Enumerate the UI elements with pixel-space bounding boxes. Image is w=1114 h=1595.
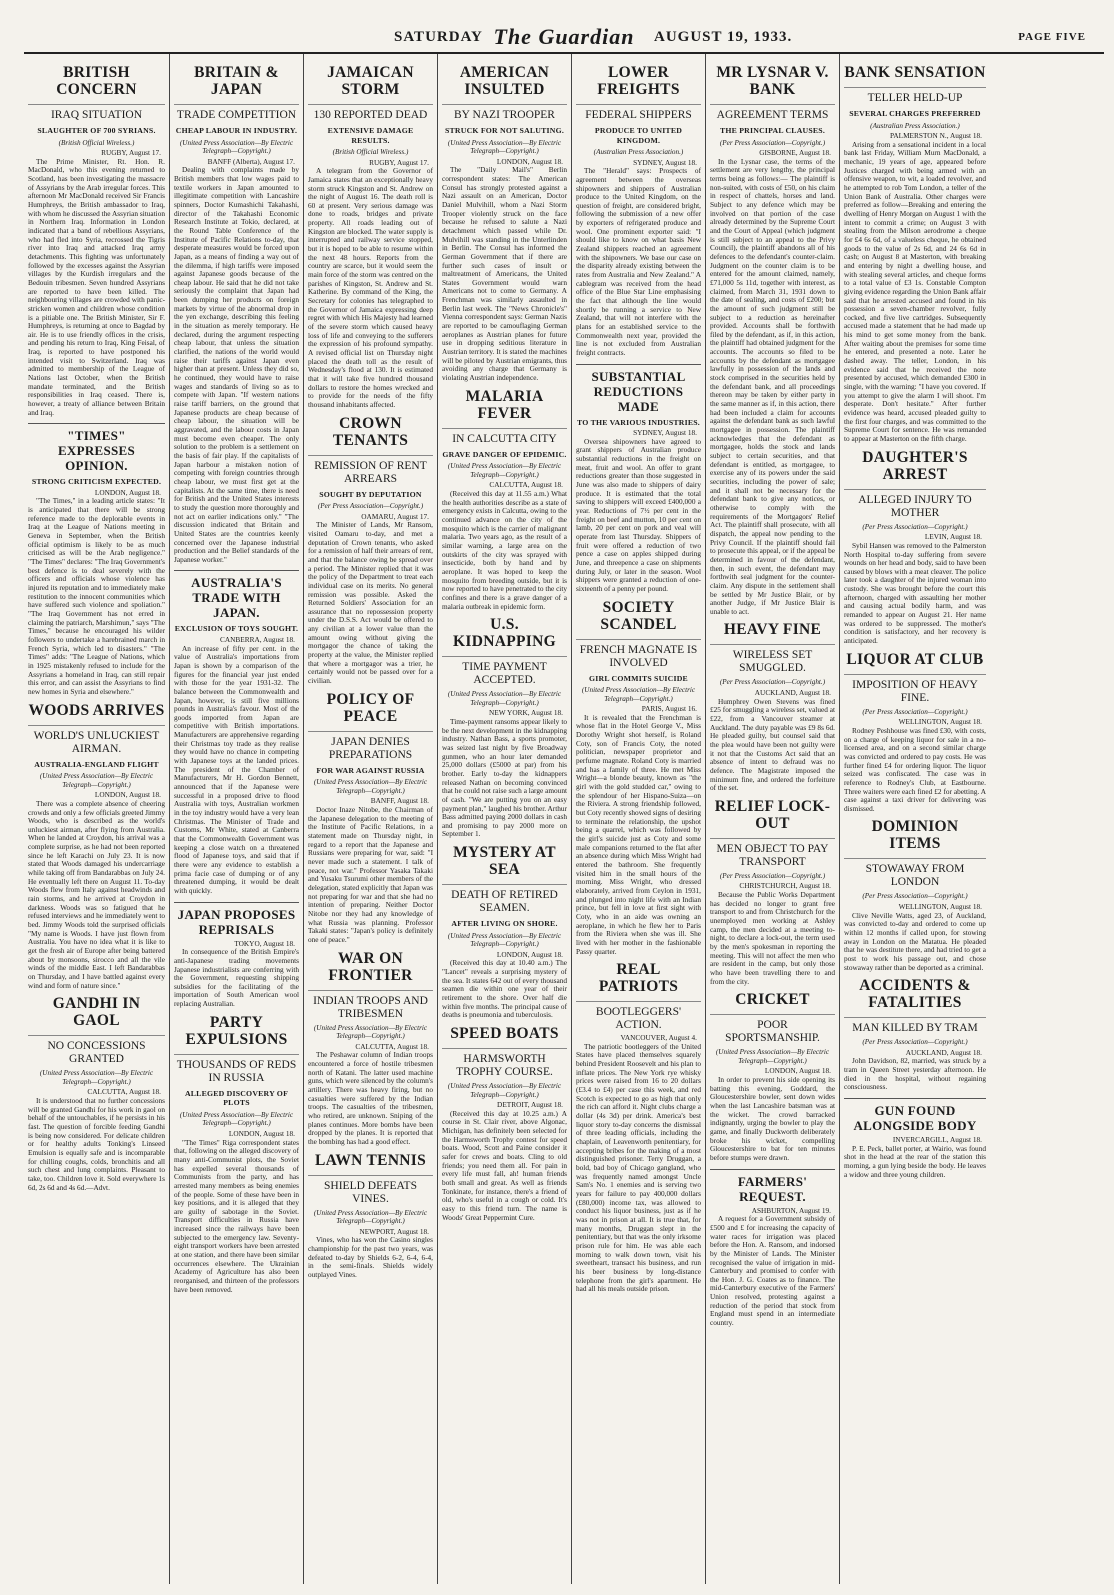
news-article (28, 702, 165, 991)
article-credit: (United Press Association—By Electric Telegraph—Copyright.) (447, 462, 562, 479)
article-body: Clive Neville Watts, aged 23, of Auckland, was convicted to-day and ordered to come up within 12 months if called upon, for stowing away in London on the Matatua. He pleaded that he was destitute there, and had tried to get a post to work his passage out, and chose stowaway rather than be deported as a criminal. (844, 910, 986, 972)
news-article (844, 818, 986, 972)
article-subhead: NO CONCESSIONS GRANTED (28, 1035, 165, 1066)
article-deck: TO THE VARIOUS INDUSTRIES. (577, 417, 700, 427)
article-headline: PARTY EXPULSIONS (185, 1013, 288, 1048)
article-credit: (Per Press Association—Copyright.) (862, 892, 968, 901)
article-headline: DOMINION ITEMS (871, 818, 959, 853)
article-credit: (Per Press Association—Copyright.) (317, 502, 424, 511)
article-body: The patriotic bootleggers of the United States have placed themselves squarely behind President Roosevelt and his plan to inflate prices. The New York rye whisky prices were raised from 16 to 20 dollars (£3.4 to £4) per case this week, and red Scotch is expected to go as high that only the rich can afford it. Night clubs charge a dollar (4s 3d) per drink. America's best liquor story to-day concerns the dismissal of three leading officials, including the chaplain, of Leavenworth penitentiary, for accepting bribes for the making of a most distinguished prisoner. Terry Druggan, a bold, bad boy of Chicago gangland, who was frequently named amongst Uncle Sam's No. 1 enemies and is serving two years for failure to pay 400,000 dollars (£80,000) income tax, was allowed to conduct his liquor business, just as if he was not in prison at all. It is true that, for many months, Druggan slept in the penitentiary, but that was the only irksome prison rule for him. He was able each morning to walk down town, visit his sweetheart, transact his business, and run his beer business by long-distance telephone from the girl's apartment. He had all his meals outside prison. (576, 1041, 701, 1294)
news-column (572, 54, 706, 1584)
article-subhead: BY NAZI TROOPER (442, 104, 567, 122)
article-dateline: AUCKLAND, August 18. (905, 1047, 982, 1057)
article-headline: WAR ON FRONTIER (328, 949, 413, 984)
article-subhead: IMPOSITION OF HEAVY FINE. (844, 674, 986, 705)
masthead-page-number: PAGE FIVE (1018, 31, 1086, 43)
article-subhead: GUN FOUND ALONGSIDE BODY (844, 1098, 986, 1133)
news-columns (24, 54, 1104, 1584)
article-dateline: CANBERRA, August 18. (219, 634, 295, 644)
article-deck: STRUCK FOR NOT SALUTING. (444, 126, 565, 135)
news-article (28, 423, 165, 696)
article-deck: THE PRINCIPAL CLAUSES. (720, 126, 825, 135)
article-deck: SOUGHT BY DEPUTATION (319, 489, 422, 499)
article-credit: (United Press Association—By Electric Telegraph—Copyright.) (313, 1023, 428, 1041)
article-deck: ALLEGED DISCOVERY OF PLOTS (184, 1088, 289, 1108)
article-headline: DAUGHTER'S ARREST (862, 448, 968, 483)
article-headline: POLICY OF PEACE (326, 690, 415, 725)
article-credit: (United Press Association—By Electric Telegraph—Copyright.) (179, 138, 294, 156)
news-article (442, 844, 567, 1020)
article-dateline: LONDON, August 18. (94, 790, 161, 800)
article-headline: WOODS ARRIVES (28, 701, 165, 719)
article-subhead: TELLER HELD-UP (844, 87, 986, 105)
article-subhead: POOR SPORTSMANSHIP. (710, 1014, 835, 1045)
news-column (438, 54, 572, 1584)
article-subhead: FRENCH MAGNATE IS INVOLVED (576, 639, 701, 670)
article-body: (Received this day at 10.25 a.m.) A course in St. Clair river, above Algonac, Michigan, has definitely been selected for the Harmsworth Trophy contest for speed boats. Wood, Scott and Paine consider it safer for crews and boats. Cling to old friends; you need them all. For pain in every life must fall, ah! human friends both small and great. As well as friends Tonkinate, for instance, there's a friend of old, who's useful in a cough or cold. It's easy to this friend turn. The name is Woods' Great Peppermint Cure. (442, 1108, 567, 1222)
news-article (442, 1025, 567, 1222)
article-credit: (Per Press Association—Copyright.) (862, 522, 968, 531)
article-headline: REAL PATRIOTS (598, 961, 679, 996)
article-deck: CHEAP LABOUR IN INDUSTRY. (175, 126, 298, 135)
article-body: The Peshawar column of Indian troops encountered a force of hostile tribesmen north of Katani. The latter used machine guns, which were silenced by the column's artillery. There was heavy firing, but no casualties were suffered by the Indian troops. The casualties of the tribesmen, who retired, are unknown. Sniping of the planes continues. More bombs have been dropped by the planes. It is reported that the bombing has had a good effect. (308, 1050, 433, 1146)
article-credit: (British Official Wireless.) (332, 148, 409, 156)
article-credit: (Australian Press Association.) (870, 121, 960, 130)
article-body: Arising from a sensational incident in a local bank last Friday, William Murn MacDonald, a mechanic, 19 years of age, appeared before Justices charged with being armed with an offensive weapon, to wit, a loaded revolver, and he attempted to rob Tom London, a teller of the Union Bank of Australia. Other charges were preferred as follow—Breaking and entering the dwelling of Henry Morgan on August 1 with the intent to commit a crime; on August 3 with stealing from the Milson aerodrome a cheque for £4 6s 6d, of a valueless cheque, he obtained goods to the value of 2s 6d, and 24 6s 6d in cash; on August 8 at Masterton, with breaking and entering by night a dwelling house, and with stealing several articles, and cheque forms to a total value of £3 1s. Constable Compton giving evidence regarding the Union Bank affair said that he arrested accused and found in his possession a seven-chamber revolver, fully cocked, and five live cartridges. Subsequently accused made a statement that he had made up his mind to get some money from the bank. After waiting about the premises for some time he entered, and presented a note. Later he dashed away. The teller, London, in his evidence said that he received the note presented by accused, which demanded £300 in single, with the warning: "I have you covered. If you attempt to give the alarm I will shoot. I'm desperate. Don't hesitate." After further evidence was heard, accused pleaded guilty to the first four charges, and was committed to the Supreme Court for sentence. He was remanded to appear at Masterton on the fifth charge. (844, 139, 986, 443)
article-deck: SEVERAL CHARGES PREFERRED (849, 109, 981, 118)
article-deck: PRODUCE TO UNITED KINGDOM. (594, 126, 683, 145)
article-dateline: CALCUTTA, August 18. (87, 1087, 161, 1097)
article-subhead: THOUSANDS OF REDS IN RUSSIA (174, 1054, 299, 1085)
article-dateline: LONDON, August 18. (228, 1128, 295, 1138)
article-body: (Received this day at 11.55 a.m.) What the health authorities describe as a state of emergency exists in Calcutta, owing to the continued advance on the city of the mosquito which is the carrier of malignant malaria. Two years ago, as the result of a similar warning, a large area on the outskirts of the city was sprayed with insecticide, both by hand and by aeroplane. It was hoped to keep the mosquito from breeding outside, but it is now reported to have penetrated to the city confines and there is a grave danger of a malaria outbreak in epidemic form. (442, 488, 568, 611)
article-deck: FOR WAR AGAINST RUSSIA (316, 765, 425, 775)
article-body: The "Herald" says: Prospects of agreement between the overseas shipowners and shippers of Australian produce to the United Kingdom, on the question of freight, are considered bright, following the submission of a new offer by exporters of refrigerated produce and wool. One prominent exporter said: "I should like to know on what basis New Zealand shippers reached an agreement with the shipowners. We base our case on the disparity already existing between the rates from Australia and New Zealand." A cablegram was received from the head office of the Blue Star Line emphasising the fact that although the line would shortly be running a service to New Zealand, that will not interfere with the plans for an established service to the Commonwealth next year, provided the line is not excluded from Australian freight contracts. (576, 166, 701, 357)
article-body: (Received this day at 10.40 a.m.) The "Lancet" reveals a surprising mystery of the sea. It states 642 out of every thousand seamen die within one year of their retirement to the shore. Over half die within five months. The principal cause of deaths is pneumonia and tuberculosis. (442, 958, 567, 1020)
article-dateline: LONDON, August 18. (496, 156, 563, 166)
news-article (576, 64, 701, 358)
article-dateline: PARIS, August 16. (641, 704, 697, 714)
news-article (308, 415, 433, 686)
news-article (174, 64, 299, 564)
article-dateline: PALMERSTON N., August 18. (889, 131, 982, 141)
article-credit: (United Press Association—By Electric Telegraph—Copyright.) (179, 1110, 294, 1128)
article-body: In order to prevent his side opening its batting this evening, Goddard, the Gloucestershire bowler, sent down wides when the last Lancashire batsman was at the wicket. The crowd barracked indignantly, urging the bowler to play the game, and finally Duckworth deliberately broke his wicket, compelling Gloucestershire to bat for ten minutes before stumps were drawn. (710, 1075, 835, 1162)
article-dateline: INVERCARGILL, August 18. (892, 1135, 982, 1145)
article-headline: HEAVY FINE (723, 621, 822, 639)
news-article (308, 64, 433, 410)
article-dateline: TOKYO, August 18. (234, 938, 295, 948)
article-headline: BANK SENSATION (844, 64, 986, 81)
article-body: There was a complete absence of cheering crowds and only a few officials greeted Jimmy Woods, who is described as the world's unluckiest airman, after flying from Australia. When he landed at Croydon, his arrival was a complete surprise, as he had not been reported since he left Karachi on July 23. It is now stated that Woods damaged his undercarriage while taking off from Bandarabbas on July 24. He eventually left there on August 11. To-day Woods flew from Italy against headwinds and rain storms, and he arrived at Croydon in darkness. Woods was so fatigued that he refused interviews and he immediately went to bed. Jimmy Woods told the surprised officials "My name is Woods. I have just flown from Australia. You have no idea what it is like to get the fresh air of Europe after being battered about by monsoons, sirocco and all the vile winds of the middle East. I left Bandarabbas on Thursday, and I have battled against every wind and form of nature since." (28, 798, 165, 990)
article-deck: GRAVE DANGER OF EPIDEMIC. (442, 449, 567, 459)
article-subhead: "TIMES" EXPRESSES OPINION. (28, 423, 165, 473)
article-credit: (United Press Association—By Electric Telegraph—Copyright.) (447, 690, 562, 707)
news-article (308, 1152, 433, 1280)
article-deck: EXCLUSION OF TOYS SOUGHT. (174, 624, 299, 634)
article-credit: (Per Press Association—Copyright.) (719, 871, 826, 880)
article-headline: LAWN TENNIS (314, 1151, 427, 1169)
article-subhead: WORLD'S UNLUCKIEST AIRMAN. (28, 725, 165, 756)
article-body: "The Times," in a leading article states: "It is anticipated that there will be strong reference made to the deplorable events in Iraq at the League of Nations meeting in Geneva in September, when the British official optimism is likely to be as much criticised as will be the Arab negligence." "The Times" declares: "The Iraq Government's best defence is to deal severely with the officers and officials whose violence has injured its reputation and to immediately make restitution to the innocent communities which have suffered such violence and spoliation." "The Iraq Government has not erred in claiming the patriarch, Marshimun," says "The Times," because he encouraged his wilder followers to undertake a harebrained march in French Syria, which led to disasters." "The Times" adds: "The League of Nations, which in 1925 mistakenly refused to include for the Assyrians a homeland in Iraq, can still repair this error, and can assist the Assyrians to find new homes in Syria and elsewhere." (28, 496, 165, 696)
article-subhead: MAN KILLED BY TRAM (844, 1017, 986, 1035)
news-article (442, 64, 567, 383)
article-subhead: TRADE COMPETITION (174, 104, 299, 122)
article-headline: GANDHI IN GAOL (52, 995, 141, 1030)
news-article (576, 599, 701, 957)
masthead-day: SATURDAY (394, 28, 483, 45)
article-dateline: CALCUTTA, August 18. (355, 1041, 429, 1051)
article-headline: SPEED BOATS (450, 1025, 559, 1042)
article-dateline: SYDNEY, August 18. (633, 428, 697, 438)
article-subhead: SHIELD DEFEATS VINES. (308, 1175, 433, 1206)
news-article (710, 798, 835, 986)
article-subhead: MEN OBJECT TO PAY TRANSPORT (710, 838, 835, 869)
news-article (174, 902, 299, 1009)
article-headline: MR LYSNAR V. BANK (716, 64, 829, 98)
article-body: In consequence of the British Empire's anti-Japanese trading movements Japanese industrialists are conferring with the Government, requesting shipping subsidies for the facilitating of the importation of South American wool replacing Australian. (174, 947, 299, 1009)
article-body: The Prime Minister, Rt. Hon. R. MacDonald, who this evening returned to Scotland, has been investigating the massacre of Assyrians by the Arab irregular forces. This afternoon Mr MacDonald received Sir Francis Humphreys, the British ambassador to Iraq, with whom he discussed the Assyrian situation in Northern Iraq. Information in London indicated that a band of rebellious Assyrians, who had fled into Syria, recrossed the Tigris river into Iraq and attacked Iraq army detachments. This fighting was unfortunately followed by the excesses against the Assyrian villages by the Kurdish irregulars and the Bedouin tribesmen. Seven hundred Assyrians are reported to have been killed. The neighbouring villages are crowded with panic-stricken women and children whose condition is a pitiable one. The British Minister, Sir F. Humphreys, is returning at once to Bagdad by air. He is to use friendly offices in the crisis, and pending his return to Iraq, King Feisal, of Iraq, is reported to have postponed his intended visit to Switzerland. Iraq was admitted to membership of the League of Nations last October, when the British mandate terminated, and the British responsibilities in Iraq ceased. There is, however, a treaty of alliance between Britain and Iraq. (28, 156, 165, 417)
article-dateline: BANFF (Alberta), August 17. (207, 156, 295, 166)
article-dateline: LONDON, August 18. (94, 487, 161, 497)
news-article (308, 950, 433, 1147)
article-subhead: INDIAN TROOPS AND TRIBESMEN (308, 990, 433, 1021)
article-dateline: WELLINGTON, August 18. (898, 902, 982, 912)
news-article (308, 691, 433, 945)
article-dateline: NEWPORT, August 18. (359, 1226, 429, 1236)
article-dateline: LONDON, August 18. (764, 1066, 831, 1076)
article-body: An increase of fifty per cent. in the value of Australia's importations from Japan is shown by a comparison of the figures for the financial year just ended with those for the year 1931-32. The balance between the Commonwealth and Japan, however, is still five millions pounds in Australia's favour. Most of the goods imported from Japan are competitive with British importations. Manufacturers are apprehensive regarding their Christmas toy trade as they realise they would have no chance in competing with Japanese toys at the landed prices. The president of the Chamber of Manufacturers, Mr H. Gordon Bennett, announced that if the Japanese were successful in a proposed drive to flood Australia with toys, Australian workmen in the toy industry would have a very lean Christmas. The Minister of Trade and Customs, Mr White, stated at Canberra that the Commonwealth Government was keeping a close watch on a threatened flood of Japanese toys, and said that if there were any evidence to establish a prima facie case of dumping or of any threatened dumping, it would be dealt with quickly. (174, 643, 299, 895)
article-headline: CROWN TENANTS (332, 414, 409, 449)
article-headline: SOCIETY SCANDEL (600, 598, 677, 633)
article-subhead: SUBSTANTIAL REDUCTIONS MADE (576, 364, 701, 414)
article-headline: CRICKET (735, 991, 810, 1009)
article-headline: BRITAIN & JAPAN (194, 64, 279, 98)
article-deck: EXTENSIVE DAMAGE RESULTS. (327, 126, 414, 145)
article-body: Dealing with complaints made by British members that low wages paid to textile workers in Japan amounted to illegitimate competition with Lancashire spinners, Doctor Kumashichi Takahashi, director of the Takahashi Economic Research Institute at Tokio, declared, at the Round Table Conference of the Institute of Pacific Relations to-day, that desperate measures would be forced upon Japan, as a means of finding a way out of the dilemma, if high tariffs were imposed against Japanese goods because of the cheap labour. He said that he did not take seriously the complaint that Japan had been dumping her products on foreign markets by virtue of the abnormal drop in the yen exchange, describing this feeling in the situation as merely temporary. He declared, during the argument respecting cheap labour, that unless the situation clarified, the nations of the world would raise their tariffs against Japan even higher than at present. Unless they did so, he continued, they would have to raise wages and standards of living so as to compete with Japan. "If western nations raise tariff barriers, on the ground that Japanese products are cheap because of cheap labour, the situation will be aggravated, and the labour costs in Japan must become even cheaper. The only solution to the problem is a settlement on the basis of fair play. If the capitalists of Japan harbour a mistaken notion of competing with foreign countries through cheap labour, we must first get at the capitalists. At the same time, there is need for British and the United States interests to study the question more thoroughly and not act on earlier indications only." "The discussion indicated that Britain and United States are the countries keenly concerned over the Japanese industrial production and the Belief standards of the Japanese worker." (174, 165, 299, 564)
article-subhead: IN CALCUTTA CITY (442, 428, 567, 446)
article-dateline: CHRISTCHURCH, August 18. (739, 881, 831, 891)
article-subhead: JAPAN DENIES PREPARATIONS (308, 731, 433, 762)
article-subhead: REMISSION OF RENT ARREARS (308, 455, 433, 486)
news-article (28, 995, 165, 1192)
article-credit: (United Press Association—By Electric Telegraph—Copyright.) (313, 778, 428, 795)
article-credit: (Australian Press Association.) (593, 148, 684, 156)
article-subhead: WIRELESS SET SMUGGLED. (710, 644, 835, 675)
article-dateline: RUGBY, August 17. (101, 148, 161, 158)
news-column (304, 54, 438, 1584)
article-subhead: BOOTLEGGERS' ACTION. (576, 1001, 701, 1032)
news-article (28, 64, 165, 417)
article-dateline: RUGBY, August 17. (369, 157, 429, 167)
news-article (844, 64, 986, 444)
article-credit: (Per Press Association—Copyright.) (862, 707, 968, 716)
article-subhead: HARMSWORTH TROPHY COURSE. (442, 1048, 567, 1079)
article-dateline: OAMARU, August 17. (361, 511, 429, 521)
article-credit: (United Press Association—By Electric Telegraph—Copyright.) (715, 1048, 830, 1065)
news-column (840, 54, 990, 1584)
article-dateline: LONDON, August 18. (496, 949, 563, 959)
article-dateline: LEVIN, August 18. (924, 532, 982, 542)
article-body: Oversea shipowners have agreed to grant shippers of Australian produce substantial reductions in the freight on meat, fruit and wool. An offer to grant reductions greater than those suggested in June was also made to shippers of dairy produce. It is estimated that the total saving to shippers will exceed £400,000 a year. Reductions of 7½ per cent in the freight on beef and mutton, 10 per cent on lamb, 20 per cent on pork and veal will operate from last Thursday. Shippers of fruit were offered a reduction of two pence a case on apples shipped during June, and threepence a case on shipments during July, or later in the season. Wool shippers were granted a reduction of one-sixteenth of a penny per pound. (576, 436, 701, 593)
news-article (442, 388, 567, 611)
article-credit: (British Official Wireless.) (58, 138, 135, 147)
news-column (170, 54, 304, 1584)
article-body: Rodney Peshhouse was fined £30, with costs, on a charge of keeping liquor for sale in a no-licensed area, and on a second similar charge was convicted and ordered to pay costs. He was further fined £4 for ordering liquor. The liquor seized was confiscated. The case was in reference to Rodney's Club, at Eastbourne. Three waiters were each fined £2 for abetting. A case against a taxi driver for delivering was dismissed. (844, 725, 986, 813)
article-credit: (United Press Association—By Electric Telegraph—Copyright.) (447, 138, 562, 156)
article-dateline: DETROIT, August 18. (497, 1100, 563, 1110)
article-headline: LOWER FREIGHTS (597, 64, 680, 98)
news-article (576, 961, 701, 1294)
article-dateline: WELLINGTON, August 18. (898, 717, 982, 727)
article-body: Vines, who has won the Casino singles championship for the past two years, was defeated to-day by Shields 6-2, 6-4, 6-4, in the semi-finals. Shields widely outplayed Vines. (308, 1235, 433, 1279)
article-deck: STRONG CRITICISM EXPECTED. (31, 477, 162, 487)
news-article (710, 991, 835, 1162)
article-dateline: NEW YORK, August 18. (489, 708, 563, 718)
news-article (174, 570, 299, 895)
news-article (844, 651, 986, 814)
article-body: It is revealed that the Frenchman is whose flat in the Hotel George V., Miss Dorothy Wright shot herself, is Roland Coty, son of Francis Coty, the noted politician, newspaper proprietor and perfume magnate. Roland Coty is married and has a family of three. He met Miss Wright—a blonde beauty, known as "the girl with the gold studded car," owing to the splendour of her Hispano-Suiza—on the Riviera. A strong friendship followed, but Coty recently showed signs of desiring to terminate the relationship, the upshot being a quarrel, which was followed by the girl's suicide just as Coty and some male companions returned to the flat after an absence during which Miss Wright had entered the bathroom. She frequently visited him in the small hours of the morning. Miss Wright, who dressed elaborately, arrived from Ceylon in 1931, and plunged into night life with an Indian prince, but fell in love at first sight with Coty, who in an aide was owning an aeroplane, in which he flew her to Paris from the Riviera when she was ill. She lived with her mother in the fashionable Passy quarter. (576, 712, 701, 956)
article-credit: (United Press Association—By Electric Telegraph—Copyright.) (447, 931, 562, 949)
news-article (844, 449, 986, 646)
article-subhead: JAPAN PROPOSES REPRISALS (174, 902, 299, 937)
article-body: Sybil Hansen was removed to the Palmerston North Hospital to-day suffering from severe wounds on her head and body, said to have been caused by blows with a meat cleaver. The police later took a daughter of the injured woman into custody. She was brought before the court this afternoon, charged with assaulting her mother and causing actual bodily harm, and was remanded to appear on August 21. Her name was ordered to be suppressed. The mother's condition is satisfactory, and her recovery is anticipated. (844, 540, 986, 646)
article-deck: SLAUGHTER OF 700 SYRIANS. (37, 126, 156, 135)
article-subhead: IRAQ SITUATION (28, 104, 165, 122)
article-body: The "Daily Mail's" Berlin correspondent states: The American Consul has strongly protested against a Nazi assault on an American, Doctor Daniel Mulvihill, whom a Nazi Storm Trooper violently struck on the face because he refused to salute a Nazi detachment which passed while Dr. Mulvihill was standing in the Unterlinden in Berlin. The Consul has informed the German Government that if there are further such cases of insult or maltreatment of Americans, the United States Government would warn Americans not to come to Germany. A Frenchman was similarly assaulted in Berlin last week. The "News Chronicle's" Vienna correspondent says: German Nazis are reported to be camouflaging German aeroplanes as Austrian planes for future use in dropping seditious literature in Austrian territory. It is stated the machines will be piloted by Austrian emigrants, thus avoiding any charge that Germany is violating Austrian independence. (442, 165, 567, 383)
article-credit: (Per Press Association—Copyright.) (719, 678, 826, 687)
masthead-paper-title: The Guardian (493, 24, 635, 49)
article-credit: (United Press Association—By Electric Telegraph—Copyright.) (39, 1069, 154, 1086)
article-body: "The Times" Riga correspondent states that, following on the alleged discovery of many anti-Communist plots, the Soviet has expelled several thousands of Communists from the party, and has arrested many members as being enemies of the people. Some of these have been in key positions, and it is alleged that they are guilty of sabotage in the Soviet. Transport difficulties in Russia have increased since the railways have been subjected to the emergency law. Seventy-eight transport workers have been arrested at one station, and there have been similar occurrences elsewhere. The Ukrainian Academy of Agriculture has also been reorganised, and thirteen of the professors have been removed. (174, 1137, 299, 1294)
article-body: It is understood that no further concessions will be granted Gandhi for his work in gaol on behalf of the untouchables, if he persists in his fast. The question of forcible feeding Gandhi is being now considered. For delicate children or for healthy adults Tonking's Linseed Emulsion is equally safe and is incomparable for chilling coughs, colds, bronchitis and all such chest and lung complaints. Pleasant to take, too. Children love it. Sold everywhere 1s 6d, 2s 6d and 4s 6d.—Advt. (28, 1096, 165, 1192)
article-subhead: TIME PAYMENT ACCEPTED. (442, 656, 567, 687)
article-credit: (Per Press Association—Copyright.) (862, 1038, 968, 1047)
article-headline: ACCIDENTS & FATALITIES (859, 977, 971, 1012)
article-headline: MALARIA FEVER (465, 387, 544, 422)
masthead-date: AUGUST 19, 1933. (654, 28, 793, 45)
article-headline: U.S. KIDNAPPING (453, 616, 556, 651)
article-credit: (United Press Association—By Electric Telegraph—Copyright.) (447, 1082, 562, 1099)
article-deck: AFTER LIVING ON SHORE. (451, 919, 558, 929)
article-subhead: ALLEGED INJURY TO MOTHER (844, 489, 986, 520)
news-column (706, 54, 840, 1584)
article-dateline: ASHBURTON, August 19. (751, 1205, 831, 1215)
article-body: Humphrey Owen Stevens was fined £25 for smuggling a wireless set, valued at £22, from a Vancouver steamer at Auckland. The duty payable was £9 8s 6d. He pleaded guilty, but counsel said that the plea would have been not guilty were it not that the Customs Act said that an absence of intent to defraud was no defence. The Magistrate imposed the minimum fine, and ordered the forfeiture of the set. (710, 696, 835, 793)
article-headline: MYSTERY AT SEA (453, 844, 556, 879)
article-dateline: GISBORNE, August 18. (759, 148, 831, 158)
article-headline: LIQUOR AT CLUB (846, 650, 984, 668)
article-subhead: DEATH OF RETIRED SEAMEN. (442, 884, 567, 915)
article-body: The Minister of Lands, Mr Ransom, visited Oamaru to-day, and met a deputation of Crown tenants, who asked for a remission of half their arrears of rent, and that the balance owing be spread over a period. The Minister replied that it was the policy of the Department to treat each individual case on its merits. No general remission was possible. Asked the Returned Soldiers' Association for an assurance that no repossession property under the D.S.S. Act would be offered to any civilian at a lower value than the amount owing without giving the mortgagor the chance of taking the property at the value, the Minister replied that where a mortgagor was a trier, he certainly would not be passed over for a civilian. (308, 520, 433, 686)
news-article (442, 616, 567, 839)
article-credit: (United Press Association—By Electric Telegraph—Copyright.) (581, 686, 696, 703)
news-article (710, 64, 835, 616)
article-headline: BRITISH CONCERN (56, 64, 137, 98)
masthead (24, 22, 1104, 54)
article-body: In the Lysnar case, the terms of the settlement are very lengthy, the principal terms being as follows:— The plaintiff is non-suited, with costs of £50, on his claim in respect of chattels, horses and land. Subject to any defence which may be involved on that portion of the case already determined by the Supreme Court and the Court of Appeal (which judgment is still subject to an appeal to the Privy Council), the plaintiff abandons all of his defences to the defendant's counter-claim. Judgment on the counter claim is to be entered for the amount claimed, namely, £71,000 5s 11d, together with interest, as claimed, from March 31, 1931 down to the date of sealing, and costs of £200; but the amount of such judgment still be subject to a reduction as hereinafter provided. Accounts shall be forthwith filed by the defendant, as if, in this action, the plaintiff had obtained judgment for the accounts. The accounts so filed to be accounts by the defendant as mortgagee lawfully in possession of the lands and stock comprised in the securities held by the defendant bank, and all proceedings thereon may be taken by either party in the same manner as if, in this action, there had been included a claim for accounts against the defendant bank as such lawful mortgagee in possession. The plaintiff acknowledges that the defendant as mortgagee, holds the stock and lands subject to certain securities, and that defendant is entitled, as mortgagee, to exercise any of its powers under the said securities, including the power of sale; and it shall not be necessary for the defendant bank to give any notices, or otherwise to comply with the requirements of the Mortgagors' Relief Act. The plaintiff shall prosecute, with all dispatch, the appeal now pending to the Privy Council. If the plaintiff should fail to prosecute this appeal, or if the appeal be determined in favour of the defendant, then, in such event, the defendant may forthwith seal judgment for the counter-claim. Any dispute in the settlement shall be settled by Mr Justice Blair, or by another Judge, if Mr Justice Blair is unable to act. (710, 156, 836, 616)
article-subhead: 130 REPORTED DEAD (308, 104, 433, 122)
news-article (710, 1169, 835, 1328)
news-article (844, 977, 986, 1092)
article-body: Because the Public Works Department has decided no longer to grant free transport to and from Christchurch for the unemployed men working at Ashley camp, the men decided at a meeting to-night, to declare a lock-out, the term used by the men's spokesman in reporting the meeting. This will not affect the men who are resident in the camp, but only those who have been travelling there to and from the city. (710, 890, 835, 986)
article-headline: JAMAICAN STORM (327, 64, 414, 98)
article-body: Time-payment ransoms appear likely to be the next development in the kidnapping industry. Nathan Bass, a sports promoter, was seized last night by five Broadway gunmen, who an hour later demanded 25,000 dollars (£5000 at par) from his brother. Early to-day the kidnappers released Nathan on becoming convinced that he could not raise such a large amount of cash. "We are putting you on an easy payment plan," laughed his brother. Arthur Bass admitted paying 2000 dollars in cash and promising to pay 2000 more on September 1. (442, 716, 567, 839)
article-dateline: VANCOUVER, August 4. (620, 1033, 697, 1043)
news-article (710, 621, 835, 792)
article-credit: (Per Press Association—Copyright.) (719, 138, 826, 147)
article-headline: RELIEF LOCK-OUT (714, 797, 831, 832)
article-body: John Davidson, 82, married, was struck by a tram in Queen Street yesterday afternoon. He died in the hospital, without regaining consciousness. (844, 1056, 986, 1092)
news-article (576, 364, 701, 594)
article-credit: (United Press Association—By Electric Telegraph—Copyright.) (39, 772, 154, 789)
article-dateline: BANFF, August 18. (370, 796, 429, 806)
article-subhead: AGREEMENT TERMS (710, 104, 835, 122)
article-body: Doctor Inaze Nitobe, the Chairman of the Japanese delegation to the meeting of the Institute of Pacific Relations, in a statement made on Thursday night, in regard to a report that the Japanese and Russians were preparing for war, said: "I never made such a statement. I talk of peace, not war." Professor Yasaka Takaki and Yusaku Tsurumi other members of the delegation, stated explicitly that Japan was not preparing for war and that she had no intention of preparing. Neither Doctor Nitobe nor they had any knowledge of what Russia was planning. Professor Takaki states: "Japan's policy is definitely one of peace." (308, 805, 433, 944)
article-body: P. E. Peck, ballet porter, at Wairio, was found shot in the head at the rear of the station this morning, a gun lying beside the body. He leaves a widow and three young children. (844, 1143, 986, 1179)
article-subhead: FEDERAL SHIPPERS (576, 104, 701, 122)
article-body: A telegram from the Governor of Jamaica states that an exceptionally heavy storm struck Kingston and St. Andrew on the night of August 16. The death roll is 60 at present. Very serious damage was done to roads, bridges and private property. All roads leading out of Kingston are blocked. The water supply is interrupted and railway service stopped, but it is hoped to be able to resume within the next 48 hours. Reports from the country are scarce, but it would seem the main force of the storm was centred on the parishes of Kingston, St. Andrew and St. Katherine. By command of the King, the Secretary for colonies has telegraphed to the Governor of Jamaica expressing deep regret with which His Majesty had learned of the severe storm which caused heavy loss of life and conveying to the sufferers the expression of his profound sympathy. A revised official list on Thursday night placed the death toll as the result of Wednesday's flood at 130. It is estimated that it will take five hundred thousand dollars to restore the homes wrecked and to provide for the needs of the fifty thousand inhabitants affected. (308, 166, 433, 409)
article-dateline: AUCKLAND, August 18. (754, 688, 831, 698)
article-dateline: SYDNEY, August 18. (633, 157, 697, 167)
article-headline: AMERICAN INSULTED (459, 64, 550, 98)
news-article (174, 1014, 299, 1295)
news-column (24, 54, 170, 1584)
article-subhead: STOWAWAY FROM LONDON (844, 858, 986, 889)
article-body: A request for a Government subsidy of £500 and £ for increasing the capacity of water races for irrigation was placed before the Hon. A. Ransom, and indorsed by the Minister of Lands. The Minister recognised the value of irrigation in mid-Canterbury and promised to confer with the Hon. J. G. Coates as to finance. The mid-Canterbury executive of the Farmers' Union resolved, protesting against a reduction of the period that stock from England must spend in an intermediate country. (710, 1214, 835, 1328)
article-subhead: AUSTRALIA'S TRADE WITH JAPAN. (174, 570, 299, 620)
article-deck: AUSTRALIA-ENGLAND FLIGHT (34, 759, 159, 769)
article-dateline: CALCUTTA, August 18. (489, 480, 563, 490)
article-subhead: FARMERS' REQUEST. (710, 1169, 835, 1204)
news-article (844, 1098, 986, 1179)
article-credit: (United Press Association—By Electric Telegraph—Copyright.) (313, 1208, 428, 1226)
article-deck: GIRL COMMITS SUICIDE (589, 673, 688, 683)
